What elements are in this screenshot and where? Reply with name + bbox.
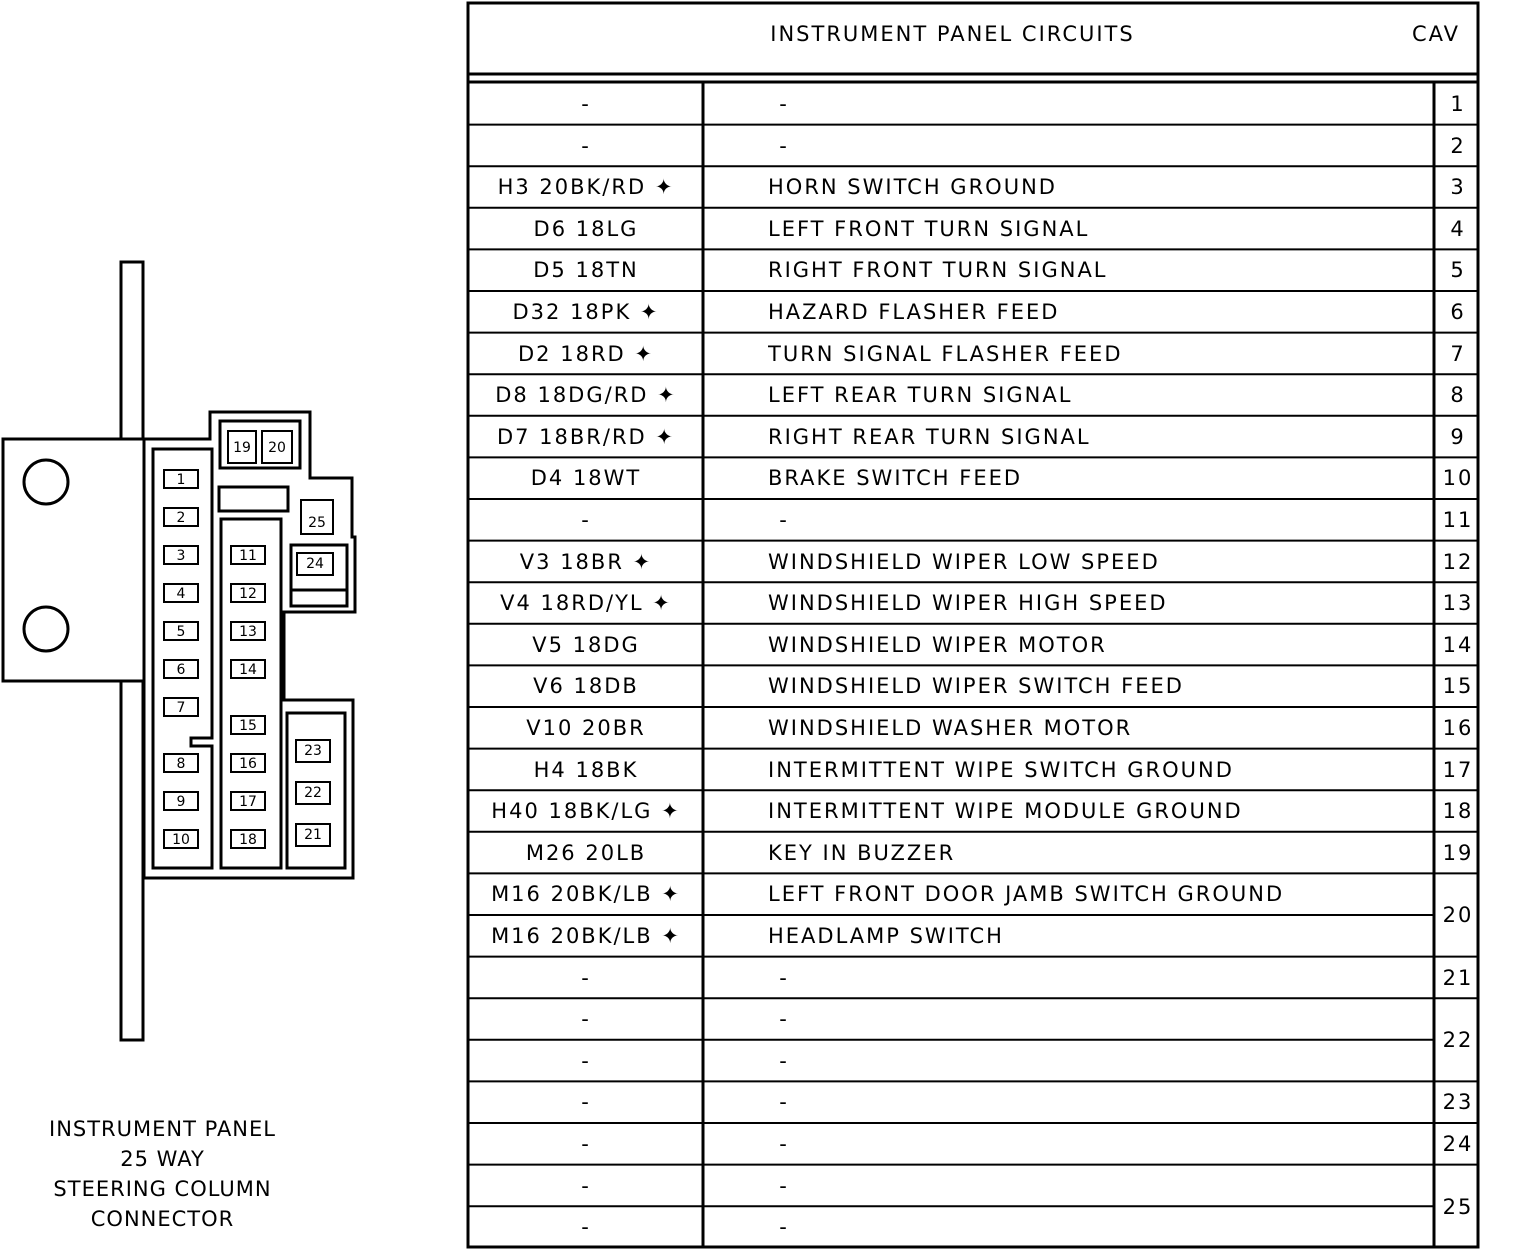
cavity-number: 19: [1442, 840, 1474, 865]
cavity-number: 21: [1442, 965, 1474, 990]
wire-code: V4 18RD/YL ✦: [500, 591, 672, 616]
wire-code: V5 18DG: [532, 632, 640, 657]
cavity-number: 4: [1450, 216, 1466, 241]
caption-line-3: STEERING COLUMN: [53, 1177, 272, 1201]
cavity-number: 1: [1450, 92, 1466, 116]
cavity-label-17: 17: [239, 794, 257, 810]
cavity-label-15: 15: [239, 718, 257, 734]
circuit-function: -: [779, 1090, 789, 1115]
cavity-label-24: 24: [306, 556, 324, 572]
wire-code: H3 20BK/RD ✦: [497, 175, 675, 200]
cavity-number: 23: [1442, 1090, 1474, 1115]
wire-code: D8 18DG/RD ✦: [495, 383, 677, 408]
circuit-function: -: [779, 1132, 789, 1156]
wire-code: -: [581, 1215, 591, 1240]
cavity-label-8: 8: [176, 756, 186, 772]
cavity-label-22: 22: [304, 785, 322, 801]
circuit-function: HEADLAMP SWITCH: [768, 924, 1004, 948]
circuit-function: RIGHT REAR TURN SIGNAL: [768, 424, 1091, 449]
wire-code: D5 18TN: [533, 258, 639, 283]
cavity-label-11: 11: [239, 548, 257, 564]
cavity-number: 2: [1450, 133, 1466, 158]
wire-code: -: [581, 1090, 591, 1115]
cavity-label-12: 12: [239, 586, 257, 602]
cavity-label-5: 5: [176, 624, 186, 640]
circuit-function: WINDSHIELD WASHER MOTOR: [768, 716, 1133, 740]
cavity-label-7: 7: [176, 700, 186, 716]
circuit-function: -: [779, 1173, 789, 1198]
wire-code: -: [581, 965, 591, 990]
wire-code: D6 18LG: [533, 216, 639, 241]
wire-code: M26 20LB: [525, 840, 647, 865]
cavity-number: 3: [1450, 175, 1466, 200]
cavity-number: 22: [1442, 1028, 1474, 1053]
wire-code: -: [581, 133, 591, 158]
circuit-function: HAZARD FLASHER FEED: [768, 300, 1060, 324]
cavity-number: 6: [1450, 300, 1466, 324]
circuit-function: WINDSHIELD WIPER SWITCH FEED: [768, 674, 1184, 699]
cavity-label-16: 16: [239, 756, 257, 772]
circuit-function: INTERMITTENT WIPE MODULE GROUND: [768, 799, 1243, 824]
cav-header: CAV: [1411, 22, 1461, 46]
wire-code: -: [581, 1173, 591, 1198]
cavity-number: 24: [1442, 1132, 1474, 1156]
circuit-function: LEFT FRONT TURN SIGNAL: [768, 216, 1090, 241]
circuit-function: BRAKE SWITCH FEED: [768, 466, 1023, 491]
wire-code: V6 18DB: [533, 674, 639, 699]
wire-code: D2 18RD ✦: [518, 341, 654, 366]
cavity-label-6: 6: [176, 662, 186, 678]
circuit-function: TURN SIGNAL FLASHER FEED: [768, 341, 1123, 366]
cavity-label-4: 4: [176, 586, 186, 602]
cavity-number: 15: [1442, 674, 1474, 699]
cavity-label-18: 18: [239, 832, 257, 848]
circuit-function: RIGHT FRONT TURN SIGNAL: [768, 258, 1108, 283]
cavity-number: 7: [1450, 341, 1466, 366]
caption-line-2: 25 WAY: [120, 1147, 205, 1171]
wire-code: H4 18BK: [533, 757, 639, 782]
cavity-number: 9: [1450, 424, 1466, 449]
wire-code: V10 20BR: [526, 716, 646, 740]
circuit-function: KEY IN BUZZER: [768, 840, 956, 865]
cavity-label-21: 21: [304, 827, 322, 843]
cavity-label-14: 14: [239, 662, 257, 678]
wire-code: D32 18PK ✦: [512, 300, 660, 324]
wire-code: M16 20BK/LB ✦: [491, 882, 681, 907]
circuit-function: INTERMITTENT WIPE SWITCH GROUND: [768, 757, 1234, 782]
wire-code: D7 18BR/RD ✦: [496, 424, 676, 449]
cavity-number: 25: [1442, 1194, 1474, 1219]
cavity-number: 16: [1442, 716, 1474, 740]
wire-code: -: [581, 508, 591, 532]
circuit-function: -: [779, 508, 789, 532]
circuit-function: WINDSHIELD WIPER HIGH SPEED: [768, 591, 1168, 616]
cavity-label-13: 13: [239, 624, 257, 640]
cavity-label-19: 19: [233, 440, 251, 456]
wire-code: -: [581, 1132, 591, 1156]
wire-code: H40 18BK/LG ✦: [491, 799, 681, 824]
circuit-function: WINDSHIELD WIPER LOW SPEED: [768, 549, 1160, 574]
circuit-function: WINDSHIELD WIPER MOTOR: [768, 632, 1107, 657]
cavity-label-10: 10: [172, 832, 190, 848]
cavity-number: 14: [1442, 632, 1474, 657]
wire-code: D4 18WT: [530, 466, 642, 491]
wire-code: V3 18BR ✦: [519, 549, 653, 574]
circuit-function: -: [779, 1215, 789, 1240]
circuit-function: -: [779, 1007, 789, 1032]
circuit-function: -: [779, 1048, 789, 1073]
cavity-number: 12: [1442, 549, 1474, 574]
cavity-number: 13: [1442, 591, 1474, 616]
circuit-function: -: [779, 92, 789, 116]
wire-code: -: [581, 1048, 591, 1073]
cavity-number: 18: [1442, 799, 1474, 824]
wire-code: M16 20BK/LB ✦: [491, 924, 681, 948]
cavity-number: 20: [1442, 903, 1474, 928]
cavity-label-2: 2: [176, 510, 186, 526]
cavity-label-3: 3: [176, 548, 186, 564]
table-title: INSTRUMENT PANEL CIRCUITS: [770, 22, 1135, 46]
cavity-label-25: 25: [308, 515, 326, 531]
cavity-number: 10: [1442, 466, 1474, 491]
caption-line-4: CONNECTOR: [90, 1207, 235, 1231]
circuit-function: -: [779, 133, 789, 158]
wire-code: -: [581, 92, 591, 116]
cavity-number: 17: [1442, 757, 1474, 782]
cavity-number: 11: [1442, 508, 1474, 532]
cavity-label-20: 20: [268, 440, 286, 456]
cavity-label-1: 1: [176, 472, 186, 488]
cavity-label-23: 23: [304, 743, 322, 759]
circuit-function: LEFT REAR TURN SIGNAL: [768, 383, 1073, 408]
wire-code: -: [581, 1007, 591, 1032]
circuit-function: LEFT FRONT DOOR JAMB SWITCH GROUND: [768, 882, 1285, 907]
cavity-number: 5: [1450, 258, 1466, 283]
caption-line-1: INSTRUMENT PANEL: [49, 1117, 276, 1141]
cavity-number: 8: [1450, 383, 1466, 408]
circuit-function: HORN SWITCH GROUND: [768, 175, 1057, 200]
circuit-function: -: [779, 965, 789, 990]
cavity-label-9: 9: [176, 794, 186, 810]
